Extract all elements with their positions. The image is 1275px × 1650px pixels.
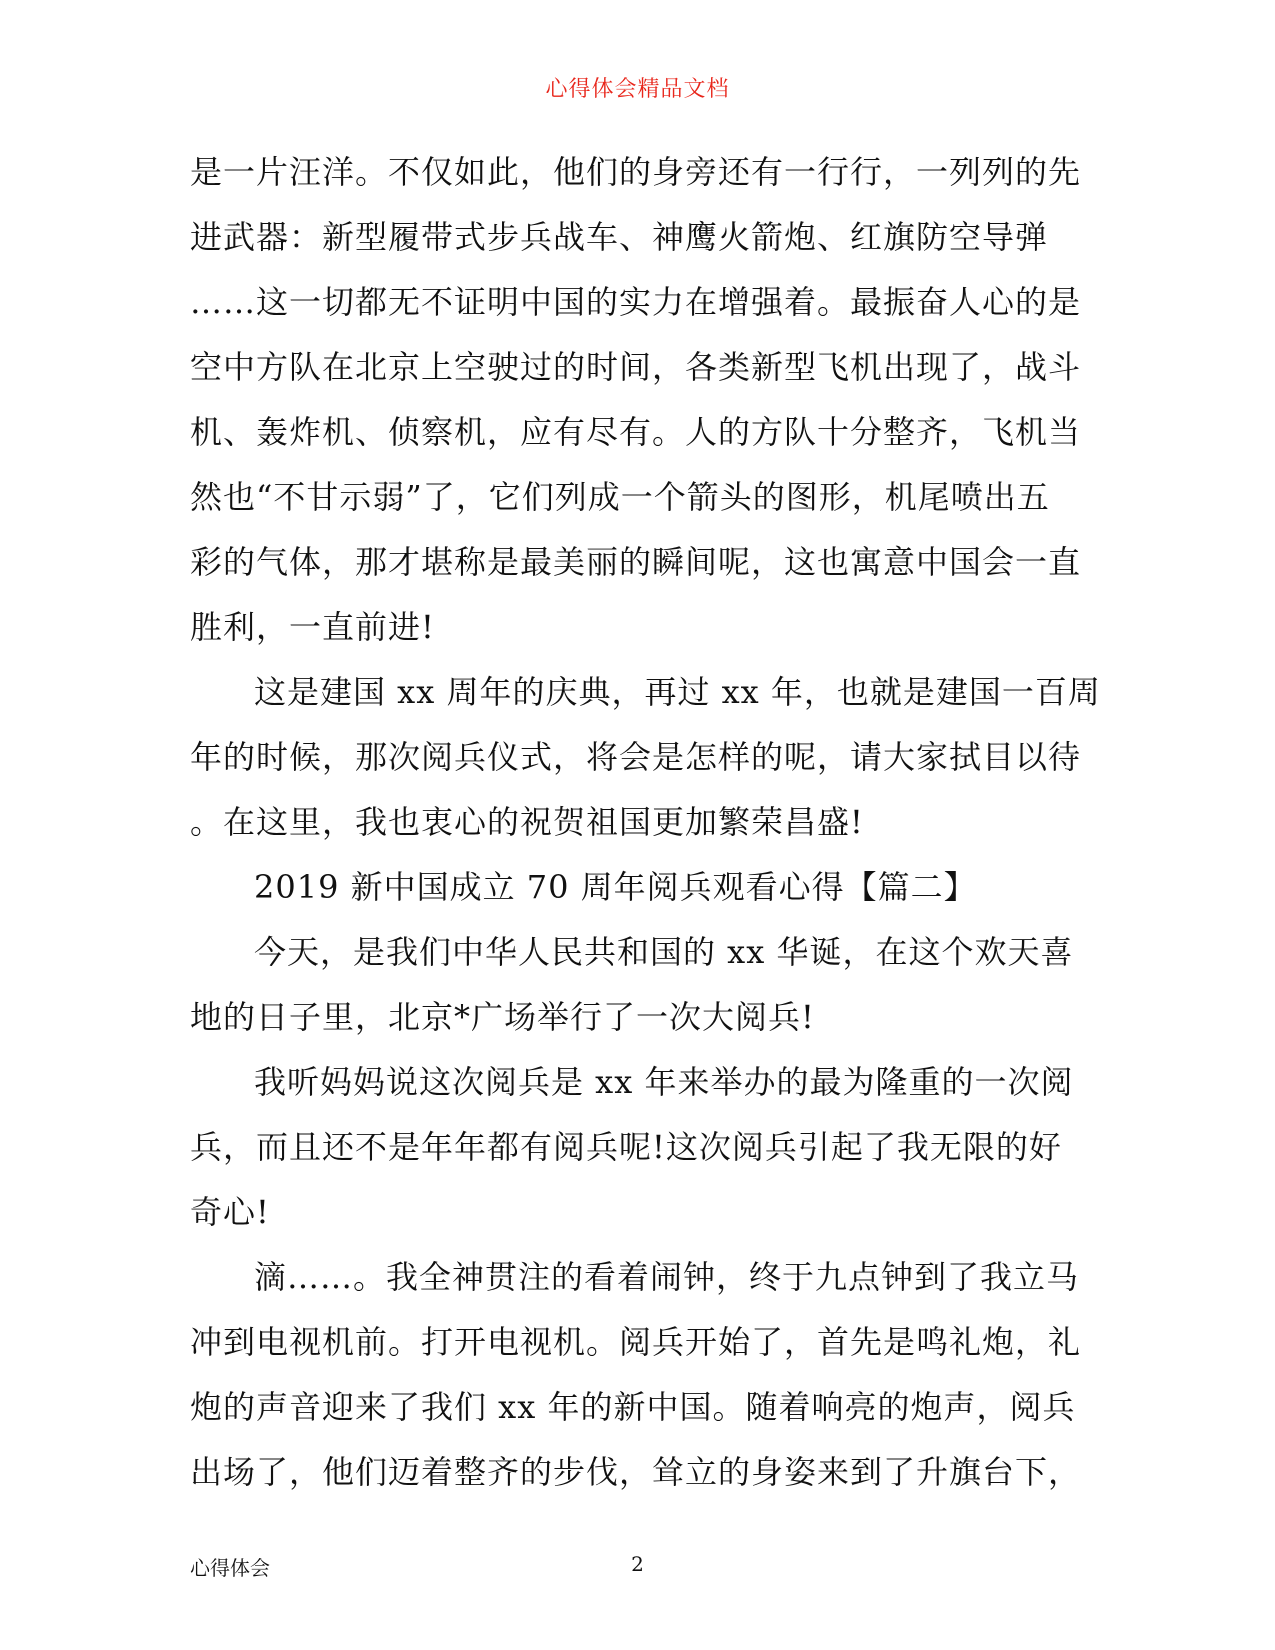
body-line: 空中方队在北京上空驶过的时间，各类新型飞机出现了，战斗: [190, 348, 1082, 386]
body-line: 是一片汪洋。不仅如此，他们的身旁还有一行行，一列列的先: [190, 153, 1082, 191]
document-body: [190, 140, 1101, 1505]
body-line: 出场了，他们迈着整齐的步伐，耸立的身姿来到了升旗台下，: [190, 1453, 1082, 1491]
body-line: 彩的气体，那才堪称是最美丽的瞬间呢，这也寓意中国会一直: [190, 543, 1082, 581]
body-line: 我听妈妈说这次阅兵是 xx 年来举办的最为隆重的一次阅: [254, 1063, 1074, 1101]
body-line: 进武器：新型履带式步兵战车、神鹰火箭炮、红旗防空导弹: [190, 218, 1049, 256]
body-line: 。在这里，我也衷心的祝贺祖国更加繁荣昌盛!: [190, 803, 864, 841]
footer-label: 心得体会: [190, 1556, 270, 1580]
body-line: 地的日子里，北京*广场举行了一次大阅兵!: [190, 998, 815, 1036]
body-line: 兵，而且还不是年年都有阅兵呢!这次阅兵引起了我无限的好: [190, 1128, 1062, 1166]
section-heading: 2019 新中国成立 70 周年阅兵观看心得【篇二】: [254, 868, 977, 906]
body-line: ……这一切都无不证明中国的实力在增强着。最振奋人心的是: [190, 283, 1082, 321]
body-line: 今天，是我们中华人民共和国的 xx 华诞，在这个欢天喜: [254, 933, 1074, 971]
body-line: 滴……。我全神贯注的看着闹钟，终于九点钟到了我立马: [254, 1258, 1080, 1296]
body-line: 年的时候，那次阅兵仪式，将会是怎样的呢，请大家拭目以待: [190, 738, 1082, 776]
body-line: 这是建国 xx 周年的庆典，再过 xx 年，也就是建国一百周: [254, 673, 1101, 711]
body-line: 炮的声音迎来了我们 xx 年的新中国。随着响亮的炮声，阅兵: [190, 1388, 1076, 1426]
body-line: 然也“不甘示弱”了，它们列成一个箭头的图形，机尾喷出五: [190, 478, 1050, 516]
body-line: 奇心!: [190, 1193, 270, 1231]
body-line: 机、轰炸机、侦察机，应有尽有。人的方队十分整齐，飞机当: [190, 413, 1082, 451]
page-number: 2: [631, 1552, 644, 1576]
body-line: 冲到电视机前。打开电视机。阅兵开始了，首先是鸣礼炮，礼: [190, 1323, 1082, 1361]
document-header-title: 心得体会精品文档: [545, 77, 730, 102]
body-line: 胜利，一直前进!: [190, 608, 435, 646]
